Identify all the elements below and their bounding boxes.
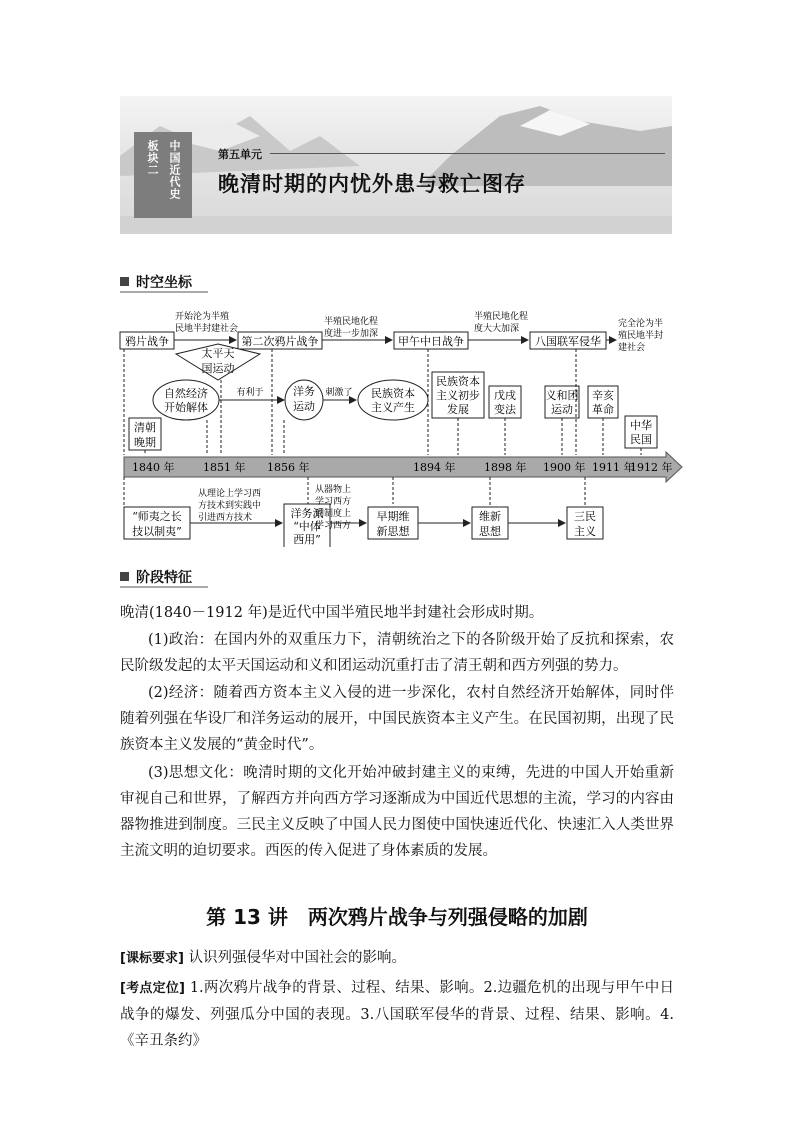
unit-label: 第五单元: [218, 148, 262, 161]
sanmin-line2: 主义: [574, 525, 596, 538]
unit-banner: [120, 96, 672, 234]
note-opium-war-1: 开始沦为半殖: [175, 312, 230, 322]
curriculum-requirement: [120, 945, 674, 972]
revolution-line2: 革命: [592, 403, 614, 416]
minzu-line1: 民族资本: [371, 387, 415, 400]
section-underline: [120, 291, 208, 293]
event-sino-japanese-war: 甲午中日战争: [398, 335, 464, 348]
reform-line1: 戊戌: [494, 389, 516, 402]
year-1856: 1856 年: [267, 461, 310, 474]
year-1894: 1894 年: [413, 461, 456, 474]
section-header-timeline: [120, 272, 192, 292]
label-stimulated: 刺激了: [325, 388, 353, 398]
weixin-line1: 维新: [479, 510, 501, 523]
note-qiwu-1: 从器物上: [315, 485, 352, 495]
late-qing-line1: 清朝: [134, 421, 156, 434]
year-1840: 1840 年: [132, 461, 175, 474]
sanmin-line1: 三民: [574, 510, 596, 523]
note-sino-japanese-1: 半殖民地化程: [474, 312, 529, 322]
requirement-text: 认识列强侵华对中国社会的影响。: [188, 950, 406, 966]
note-eight-nation-2: 殖民地半封: [618, 331, 664, 341]
minzu-line2: 主义产生: [371, 401, 415, 414]
note-second-war-2: 度进一步加深: [324, 329, 379, 339]
yangwupai-line3: 西用”: [293, 533, 321, 546]
shiyi-line2: 技以制夷”: [132, 525, 182, 538]
boxer-line1: 义和团: [545, 389, 579, 402]
note-second-war-1: 半殖民地化程: [324, 317, 379, 327]
revolution-line1: 辛亥: [592, 389, 614, 402]
year-1851: 1851 年: [203, 461, 246, 474]
note-qiwu-3: 到制度上: [315, 509, 352, 519]
year-1911: 1911 年: [592, 461, 635, 474]
late-qing-line2: 晚期: [134, 436, 156, 449]
year-1898: 1898 年: [484, 461, 527, 474]
section-header-characteristics: [120, 567, 192, 587]
natural-economy-line2: 开始解体: [164, 401, 208, 414]
exam-points: [120, 975, 674, 1054]
yangwu-line2: 运动: [293, 400, 315, 413]
capdev-line1: 民族资本: [436, 375, 480, 388]
taiping-line1: 太平天: [201, 347, 235, 360]
note-theory-1: 从理论上学习西: [198, 489, 262, 499]
yangwupai-line1: 洋务派: [290, 507, 324, 520]
year-1900: 1900 年: [543, 461, 586, 474]
paragraph-culture: (3)思想文化：晚清时期的文化开始冲破封建主义的束缚，先进的中国人开始重新审视自己和世界，了解西方并向西方学习逐渐成为中国近代思想的主流，学习的内容由器物推进到制度。三民主义反映了中国人民力图使中国快速近代化、快速汇入人类世界主流文明的迫切要求。西医的传入促进了身体素质的发展。: [120, 765, 674, 859]
square-bullet-icon: [120, 277, 129, 286]
paragraph-economy: (2)经济：随着西方资本主义入侵的进一步深化，农村自然经济开始解体，同时伴随着列强在华设厂和洋务运动的展开，中国民族资本主义产生。在民国初期，出现了民族资本主义发展的“黄金时代”。: [120, 685, 674, 753]
timeline-diagram: [110, 302, 690, 547]
zaoqi-line2: 新思想: [376, 525, 410, 538]
event-eight-nation: 八国联军侵华: [535, 335, 601, 348]
label-beneficial: 有利于: [236, 388, 264, 398]
note-eight-nation-3: 建社会: [618, 343, 646, 353]
note-qiwu-4: 学习西方: [315, 521, 352, 531]
event-opium-war: 鸦片战争: [125, 335, 169, 348]
lecture-title: 第 13 讲 两次鸦片战争与列强侵略的加剧: [206, 905, 588, 929]
section-title: 时空坐标: [136, 275, 192, 291]
mountain-background-image: [120, 96, 672, 234]
tag-label-bankuai: 板块二: [146, 140, 159, 176]
natural-economy-line1: 自然经济: [164, 387, 208, 400]
tag-label-history: 中国近代史: [168, 140, 181, 200]
note-qiwu-2: 学习西方: [315, 497, 352, 507]
exam-points-label: [考点定位]: [120, 981, 185, 996]
section-tag: [134, 132, 192, 218]
paragraph-intro: 晚清(1840－1912 年)是近代中国半殖民地半封建社会形成时期。: [120, 605, 544, 621]
exam-points-text: 1.两次鸦片战争的背景、过程、结果、影响。2.边疆危机的出现与甲午中日战争的爆发、列强瓜分中国的表现。3.八国联军侵华的背景、过程、结果、影响。4.《辛丑条约》: [120, 980, 675, 1049]
square-bullet-icon: [120, 572, 129, 581]
note-opium-war-2: 民地半封建社会: [175, 324, 239, 334]
boxer-line2: 运动: [551, 403, 573, 416]
republic-line1: 中华: [630, 419, 652, 432]
weixin-line2: 思想: [479, 525, 501, 538]
reform-line2: 变法: [494, 403, 516, 416]
yangwupai-line2: “中体: [293, 520, 321, 533]
ellipse-natural-economy: [153, 380, 219, 420]
event-second-opium-war: 第二次鸦片战争: [241, 335, 319, 348]
capdev-line2: 主义初步: [436, 389, 480, 402]
ellipse-national-capitalism: [358, 380, 428, 420]
year-1912: 1912 年: [630, 461, 673, 474]
section-underline: [120, 586, 208, 588]
note-theory-2: 方技术到实践中: [198, 501, 262, 511]
zaoqi-line1: 早期维: [376, 510, 410, 523]
capdev-line3: 发展: [447, 403, 469, 416]
unit-divider: [270, 153, 665, 154]
requirement-label: [课标要求]: [120, 951, 184, 966]
yangwu-line1: 洋务: [293, 385, 315, 398]
unit-title: 晚清时期的内忧外患与救亡图存: [218, 172, 526, 196]
taiping-line2: 国运动: [201, 362, 235, 375]
paragraph-politics: (1)政治：在国内外的双重压力下，清朝统治之下的各阶级开始了反抗和探索，农民阶级发起的太平天国运动和义和团运动沉重打击了清王朝和西方列强的势力。: [120, 632, 674, 674]
shiyi-line1: “师夷之长: [132, 510, 182, 523]
section-title: 阶段特征: [136, 570, 192, 586]
republic-line2: 民国: [630, 433, 652, 446]
note-eight-nation-1: 完全沦为半: [618, 319, 664, 329]
note-theory-3: 引进西方技术: [198, 513, 253, 523]
note-sino-japanese-2: 度大大加深: [474, 324, 520, 334]
